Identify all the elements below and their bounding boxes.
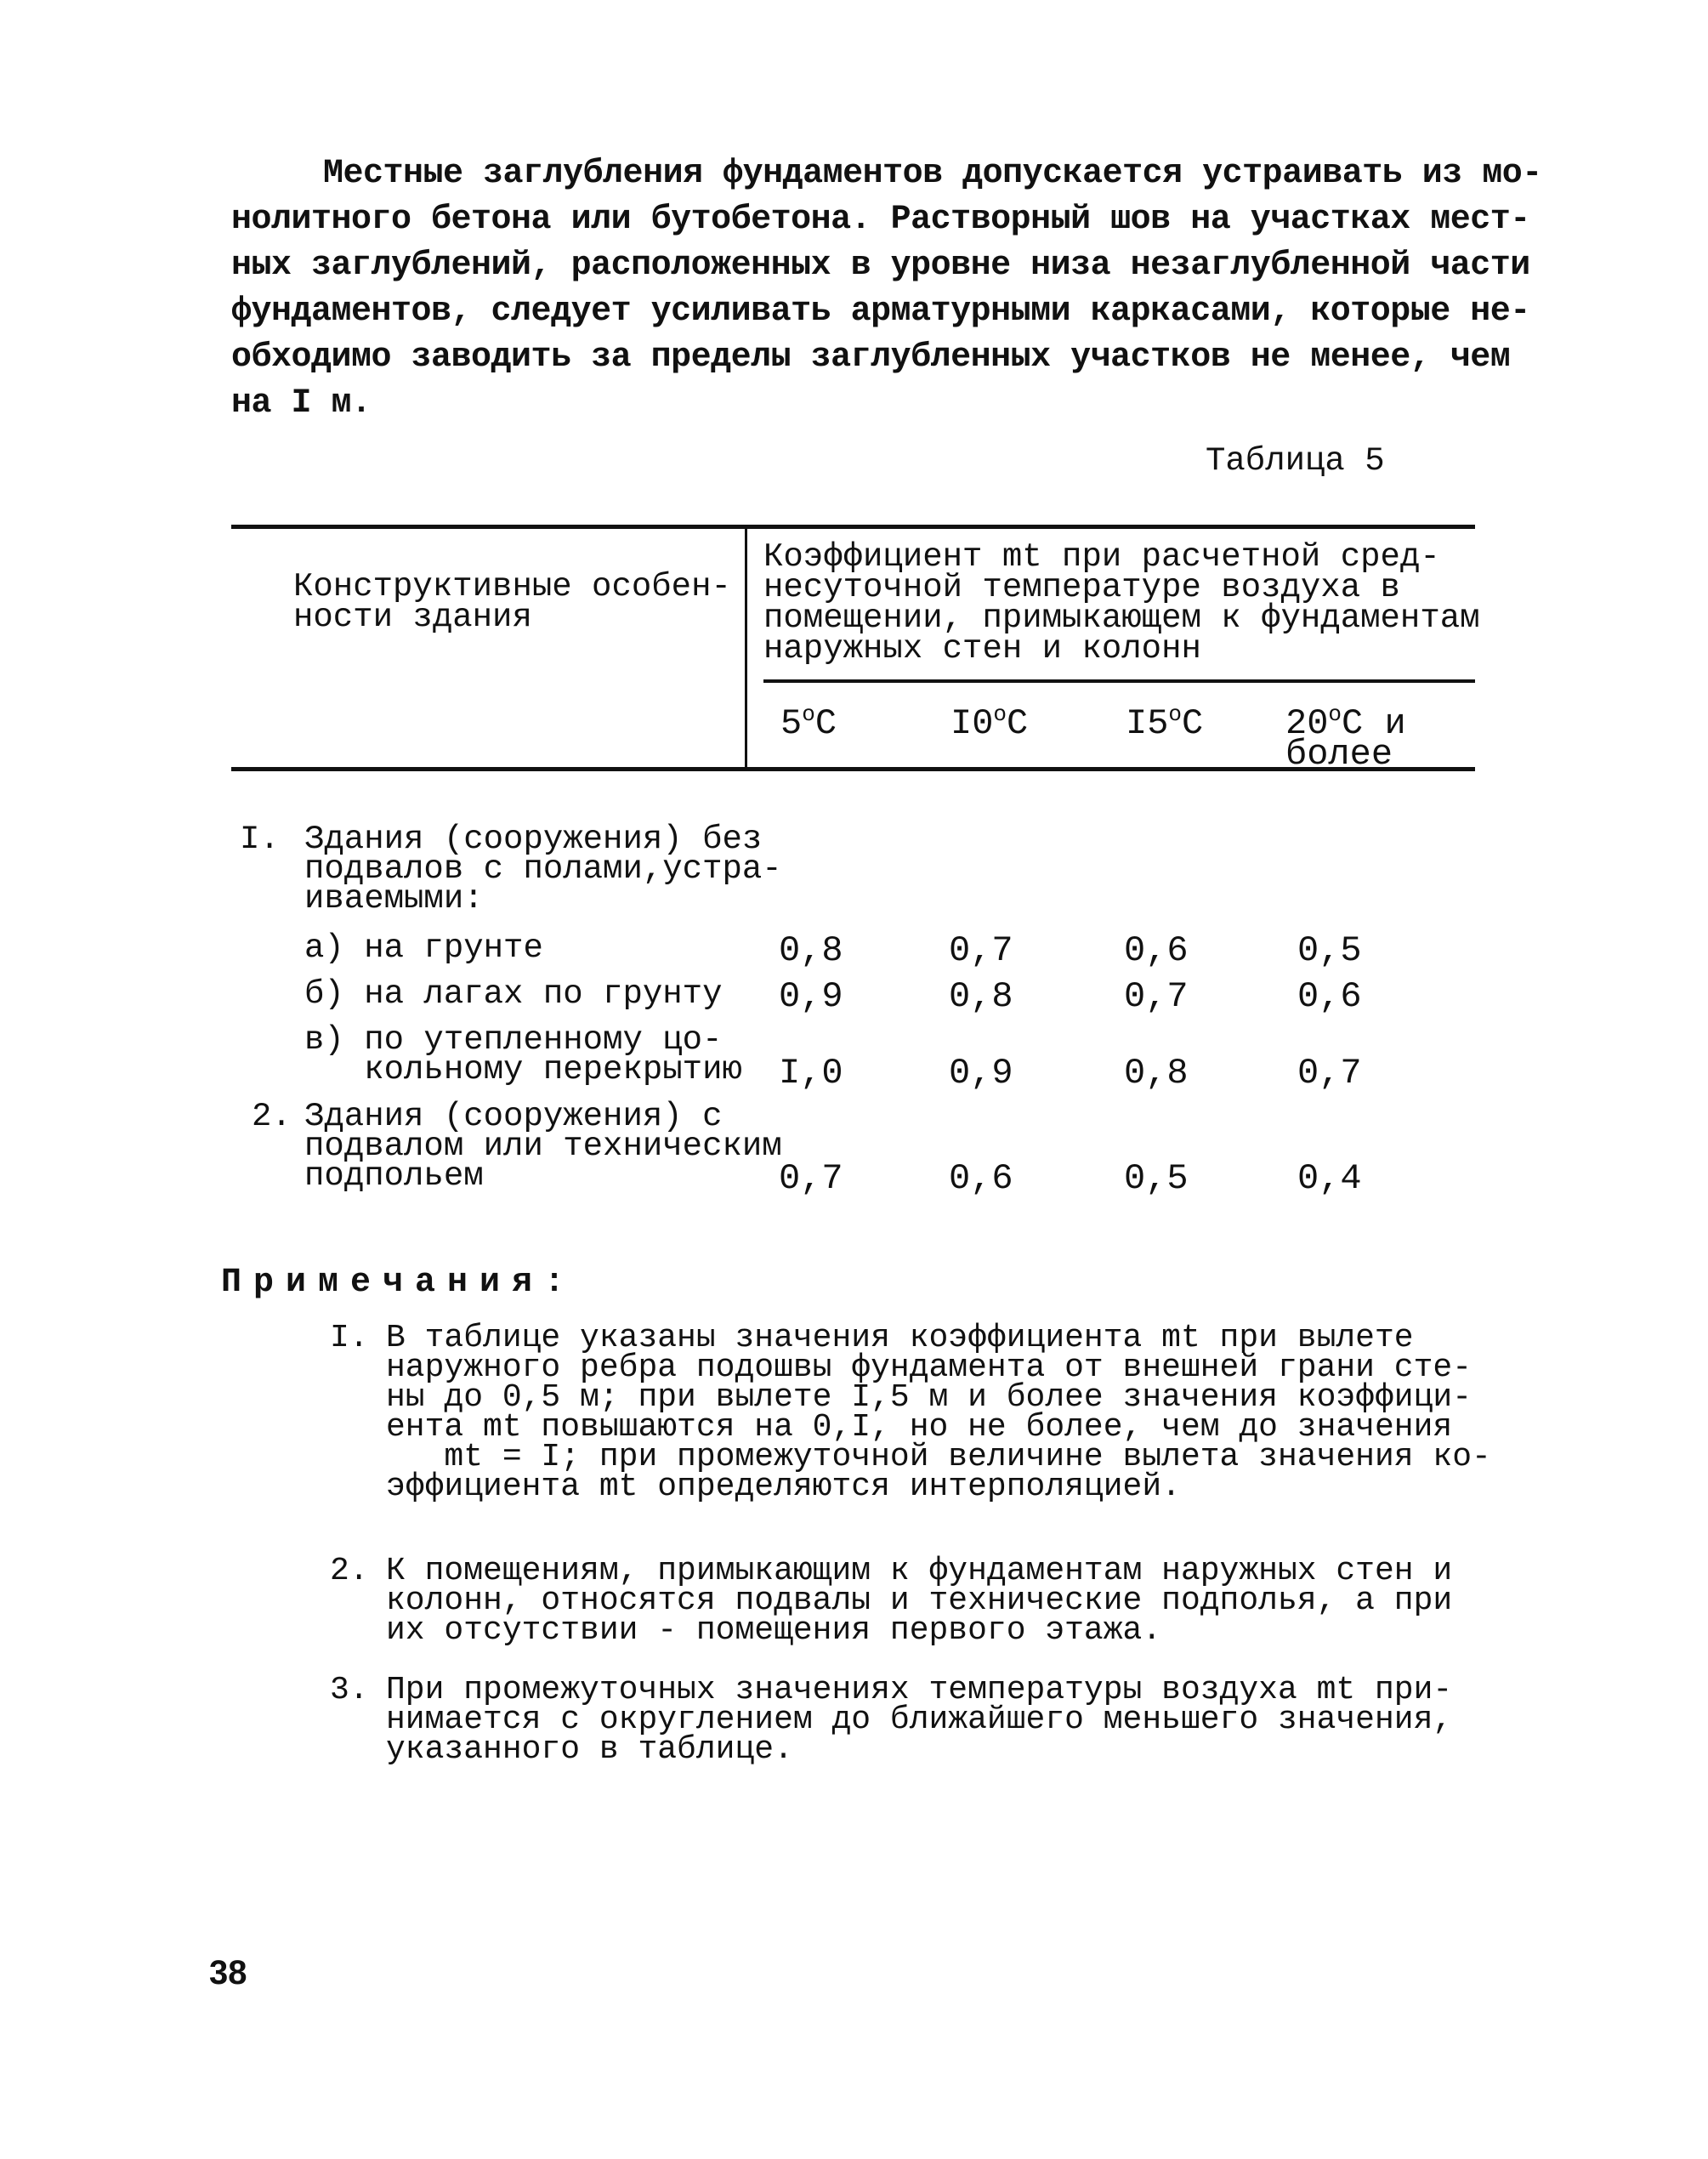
cell-a-5: 0,8 (779, 930, 843, 971)
intro-line: фундаментов, следует усиливать арматурными каркасами, которые не- (231, 293, 1530, 331)
header-building-features (293, 568, 731, 636)
intro-line: Местные заглубления фундаментов допускается устраивать из мо- (323, 155, 1542, 193)
intro-line: обходимо заводить за пределы заглубленных участков не менее, чем (231, 338, 1511, 377)
group2-title: Здания (сооружения) с подвалом или техническим подпольем (304, 1098, 782, 1195)
row-label-c: в) по утепленному цо- кольному перекрытию (304, 1021, 742, 1088)
table-caption: Таблица 5 (1206, 442, 1385, 480)
intro-line: ных заглублений, расположенных в уровне низа незаглубленной части (231, 247, 1530, 285)
cell-2-10: 0,6 (949, 1158, 1013, 1199)
header-left-line: ности здания (293, 599, 532, 636)
header-coefficient (763, 538, 1480, 668)
intro-paragraph (231, 151, 1542, 427)
cell-b-20: 0,6 (1297, 976, 1362, 1017)
cell-c-15: 0,8 (1124, 1053, 1189, 1094)
header-right-line: Коэффициент mt при расчетной сред- (763, 538, 1440, 576)
intro-line: нолитного бетона или бутобетона. Растворный шов на участках мест- (231, 201, 1530, 239)
intro-line: на I м. (231, 384, 372, 423)
cell-a-20: 0,5 (1297, 930, 1362, 971)
page-number: 38 (209, 1954, 247, 1991)
cell-2-15: 0,5 (1124, 1158, 1189, 1199)
table-subheader-rule (763, 679, 1475, 683)
cell-2-20: 0,4 (1297, 1158, 1362, 1199)
table-top-rule (231, 525, 1475, 529)
group2-number: 2. (252, 1098, 292, 1135)
row-label-b: б) на лагах по грунту (304, 975, 723, 1013)
header-right-line: несуточной температуре воздуха в (763, 569, 1400, 606)
group1-title: Здания (сооружения) без подвалов с полами,устра- иваемыми: (304, 821, 782, 918)
cell-c-20: 0,7 (1297, 1053, 1362, 1094)
row-label-a: а) на грунте (304, 929, 543, 967)
header-right-line: наружных стен и колонн (763, 630, 1201, 668)
notes-title: Примечания: (221, 1264, 577, 1302)
cell-c-10: 0,9 (949, 1053, 1013, 1094)
temp-col-5: 5$^o$С (780, 702, 837, 744)
group1-number: I. (240, 821, 280, 858)
temp-col-10: I0$^o$С (950, 702, 1029, 744)
document-page: Местные заглубления фундаментов допускается устраивать из мо- нолитного бетона или бутобетона. Растворный шов на участках мест- ных заглублений, расположенных в уровне низа незаглубленной части фундаментов, следует усиливать арматурными каркасами, которые не- обходимо заводить за пределы заглубленных участков не менее, чем на I м. Таблица 5 Конструктивные особен- ности здания Коэффициент mt при расчетной сред- несуточной температуре воздуха в помещении, примыкающем к фундаментам наружных стен и колонн 5$^o$С I0$^o$С I5$^o$С 20$^o$С и более I. Здания (сооружения) без подвалов с полами,устра- иваемыми: а) на грунте 0,8 0,7 0,6 0,5 б) на лагах по грунту 0,9 0,8 0,7 0,6 в) по утепленному цо- кольному перекрытию I,0 0,9 0,8 0,7 2. Здания (сооружения) с подвалом или техническим подпольем 0,7 0,6 0,5 0,4 Примечания: I. В таблице указаны значения коэффициента mt при вылете наружного ребра подошвы фундамента от внешней грани сте- ны до 0,5 м; при вылете I,5 м и более значения коэффици- ента mt повышаются на 0,I, но не более, чем до значения mt = I; при промежуточной величине вылета значения ко- эффициента mt определяются интерполяцией. 2. К помещениям, примыкающим к фундаментам наружных стен и колонн, относятся подвалы и технические подполья, а при их отсутствии - помещения первого этажа. 3. При промежуточных значениях температуры воздуха mt при- нимается с округлением до ближайшего меньшего значения, указанного в таблице. 38 (0, 0, 1708, 2159)
cell-a-15: 0,6 (1124, 930, 1189, 971)
header-left-line: Конструктивные особен- (293, 568, 731, 605)
cell-a-10: 0,7 (949, 930, 1013, 971)
cell-2-5: 0,7 (779, 1158, 843, 1199)
table-vertical-rule (745, 529, 747, 770)
header-right-line: помещении, примыкающем к фундаментам (763, 599, 1480, 637)
temp-col-20: 20$^o$С и более (1285, 702, 1406, 775)
cell-c-5: I,0 (779, 1053, 843, 1094)
cell-b-10: 0,8 (949, 976, 1013, 1017)
temp-col-15: I5$^o$С (1126, 702, 1204, 744)
cell-b-15: 0,7 (1124, 976, 1189, 1017)
cell-b-5: 0,9 (779, 976, 843, 1017)
